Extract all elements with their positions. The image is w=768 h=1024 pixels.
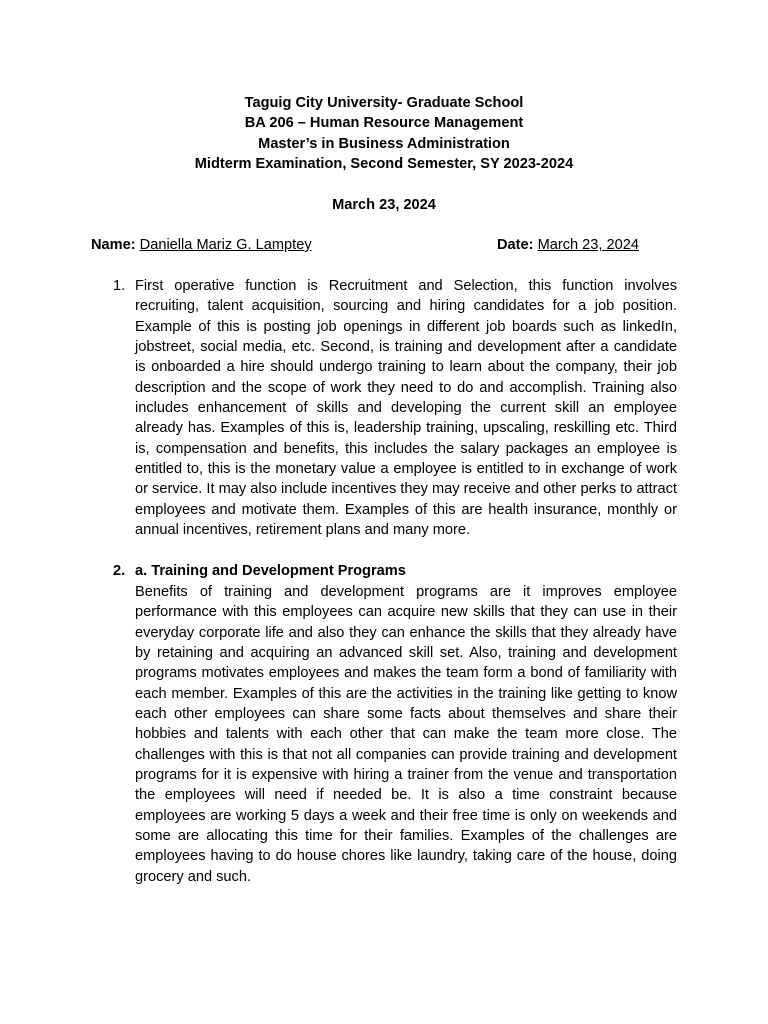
answer-text: First operative function is Recruitment and Selection, this function involves recruiting, talent acquisition, sourcing and hiring candidates for a job position. Example of this is posting job openings in different job boards such as linkedIn, jobstreet, social media, etc. Second, is training and development after a candidate is onboarded a hire should undergo training to learn about the company, their job description and the scope of work they need to do and accomplish. Training also includes enhancement of skills and developing the current skill an employee already has. Examples of this is, leadership training, upscaling, reskilling etc. Third is, compensation and benefits, this includes the salary packages an employee is entitled to, this is the monetary value a employee is entitled to in exchange of work or service. It may also include incentives they may receive and other perks to attract employees and motivate them. Examples of this are health insurance, monthly or annual incentives, retirement plans and many more. (135, 278, 677, 539)
date-value: March 23, 2024 (537, 237, 639, 253)
answer-list (0, 276, 768, 887)
document-header (0, 93, 768, 215)
answer-item-2 (0, 561, 768, 887)
answer-item-1 (0, 276, 768, 540)
answer-body (135, 561, 677, 887)
name-value: Daniella Mariz G. Lamptey (139, 237, 312, 253)
answer-number: 2. (113, 563, 126, 580)
answer-text: Benefits of training and development programs are it improves employee performance with this employees can acquire new skills that they can use in their everyday corporate life and also they can enhance the skills that they already have by retaining and acquiring an advanced skill set. Also, training and development programs motivates employees and makes the team form a bond of familiarity with each member. Examples of this are the activities in the training like getting to know each other employees can share some facts about themselves and share their hobbies and talents with each other that can make the team more close. The challenges with this is that not all companies can provide training and development programs for it is expensive with hiring a trainer from the venue and transportation the employees will need if needed be. It is also a time constraint because employees are working 5 days a week and their free time is only on weekends and some are allocating this time for their families. Examples of the challenges are employees having to do house chores like laundry, taking care of the house, doing grocery and such. (135, 583, 677, 885)
student-info-row (91, 235, 691, 255)
answer-heading: a. Training and Development Programs (135, 563, 406, 580)
date-label: Date: (497, 237, 534, 253)
answer-number: 1. (113, 278, 126, 294)
course-title: BA 206 – Human Resource Management (244, 115, 524, 132)
university-title: Taguig City University- Graduate School (244, 95, 524, 111)
date-field (497, 235, 639, 255)
name-label: Name: (91, 237, 136, 253)
answer-body (135, 276, 677, 540)
program-title: Master’s in Business Administration (258, 135, 510, 152)
exam-date: March 23, 2024 (332, 197, 436, 214)
exam-title: Midterm Examination, Second Semester, SY 2023-2024 (194, 155, 574, 172)
